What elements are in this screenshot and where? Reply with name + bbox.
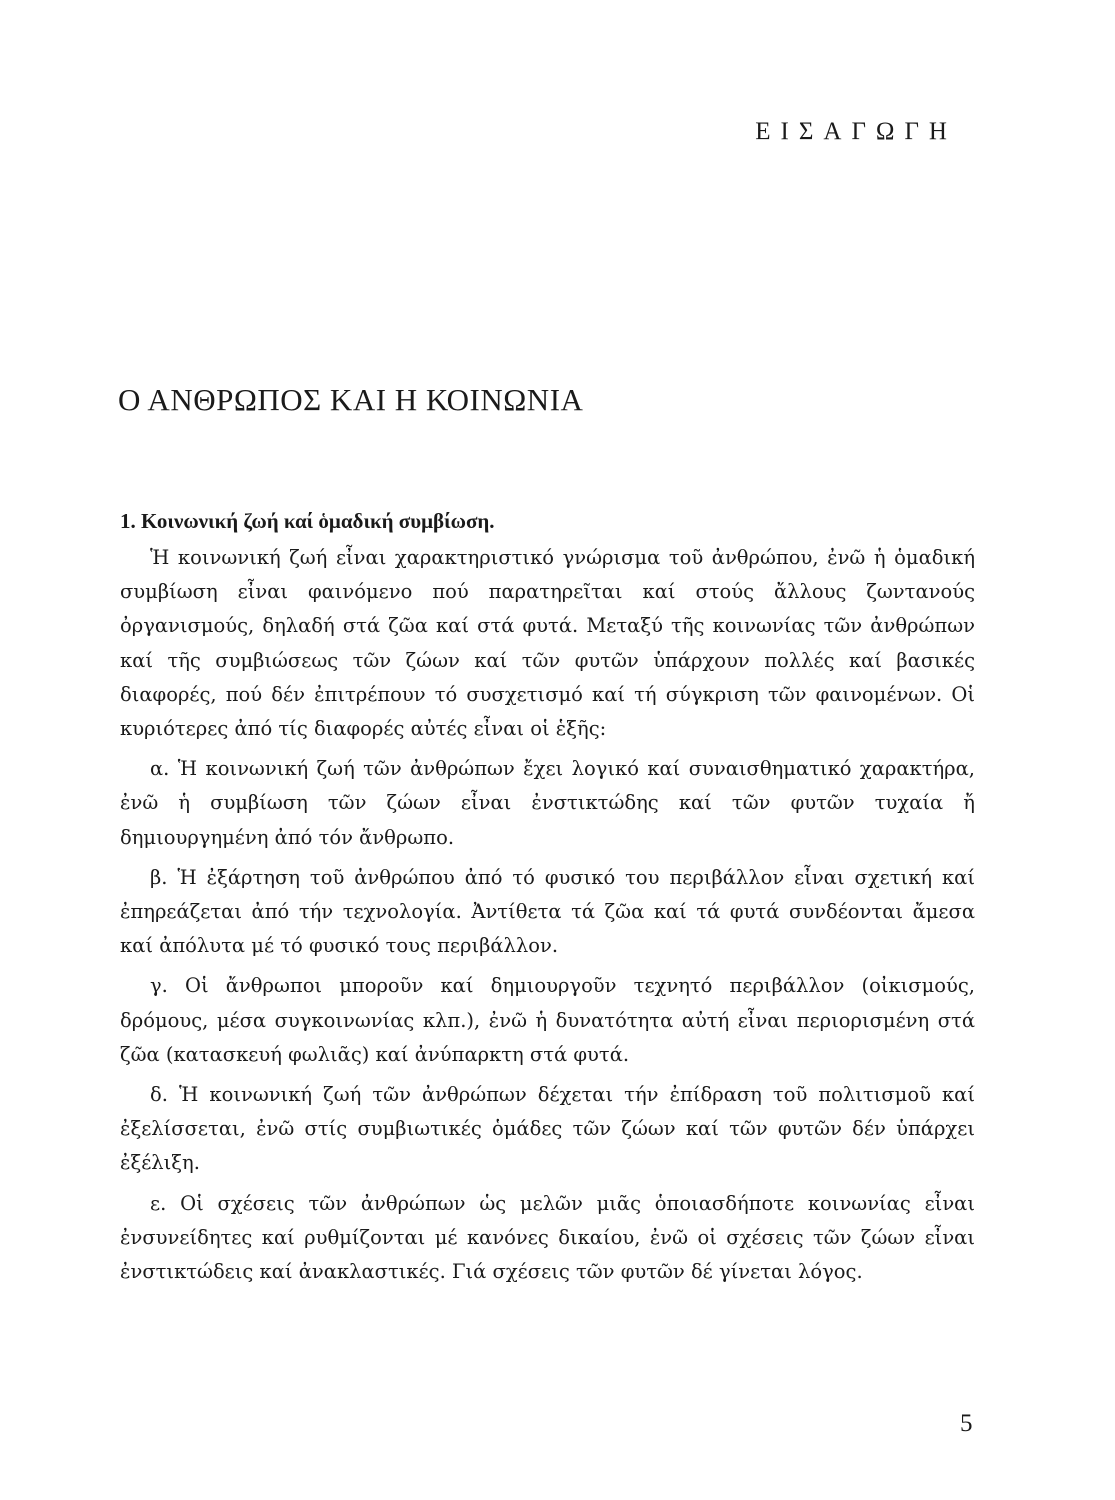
page-number: 5 <box>960 1410 973 1437</box>
section-label: ΕΙΣΑΓΩΓΗ <box>755 118 957 145</box>
list-item-beta: β. Ἡ ἐξάρτηση τοῦ ἀνθρώπου ἀπό τό φυσικό του περιβάλλον εἶναι σχετική καί ἐπηρεάζεται ἀπό τήν τεχνολογία. Ἀντίθετα τά ζῶα καί τά φυτά συνδέονται ἄμεσα καί ἀπόλυτα μέ τό φυσικό τους περιβάλλον. <box>120 865 975 958</box>
intro-paragraph: Ἡ κοινωνική ζωή εἶναι χαρακτηριστικό γνώρισμα τοῦ ἀνθρώπου, ἐνῶ ἡ ὁμαδική συμβίωση εἶναι φαινόμενο πού παρατηρεῖται καί στούς ἄλλους ζωντανούς ὀργανισμούς, δηλαδή στά ζῶα καί στά φυτά. Μεταξύ τῆς κοινωνίας τῶν ἀνθρώπων καί τῆς συμβιώσεως τῶν ζώων καί τῶν φυτῶν ὑπάρχουν πολλές καί βασικές διαφορές, πού δέν ἐπιτρέπουν τό συσχετισμό καί τή σύγκριση τῶν φαινομένων. Οἱ κυριότερες ἀπό τίς διαφορές αὐτές εἶναι οἱ ἑξῆς: <box>120 546 975 741</box>
chapter-title: Ο ΑΝΘΡΩΠΟΣ ΚΑΙ Η ΚΟΙΝΩΝΙΑ <box>118 382 584 417</box>
list-item-epsilon: ε. Οἱ σχέσεις τῶν ἀνθρώπων ὡς μελῶν μιᾶς ὁποιασδήποτε κοινωνίας εἶναι ἐνσυνείδητες καί ρυθμίζονται μέ κανόνες δικαίου, ἐνῶ οἱ σχέσεις τῶν ζώων εἶναι ἐνστικτώδεις καί ἀνακλαστικές. Γιά σχέσεις τῶν φυτῶν δέ γίνεται λόγος. <box>120 1191 975 1284</box>
section-heading: 1. Κοινωνική ζωή καί ὁμαδική συμβίωση. <box>120 509 495 533</box>
list-item-gamma: γ. Οἱ ἄνθρωποι μποροῦν καί δημιουργοῦν τεχνητό περιβάλλον (οἰκισμούς, δρόμους, μέσα συγκοινωνίας κλπ.), ἐνῶ ἡ δυνατότητα αὐτή εἶναι περιορισμένη στά ζῶα (κατασκευή φωλιᾶς) καί ἀνύπαρκτη στά φυτά. <box>120 974 975 1066</box>
section-body <box>120 505 975 1289</box>
list-item-delta: δ. Ἡ κοινωνική ζωή τῶν ἀνθρώπων δέχεται τήν ἐπίδραση τοῦ πολιτισμοῦ καί ἐξελίσσεται, ἐνῶ στίς συμβιωτικές ὁμάδες τῶν ζώων καί τῶν φυτῶν δέν ὑπάρχει ἐξέλιξη. <box>120 1083 975 1175</box>
list-item-alpha: α. Ἡ κοινωνική ζωή τῶν ἀνθρώπων ἔχει λογικό καί συναισθηματικό χαρακτήρα, ἐνῶ ἡ συμβίωση τῶν ζώων εἶναι ἐνστικτώδης καί τῶν φυτῶν τυχαία ἤ δημιουργημένη ἀπό τόν ἄνθρωπο. <box>120 757 975 849</box>
